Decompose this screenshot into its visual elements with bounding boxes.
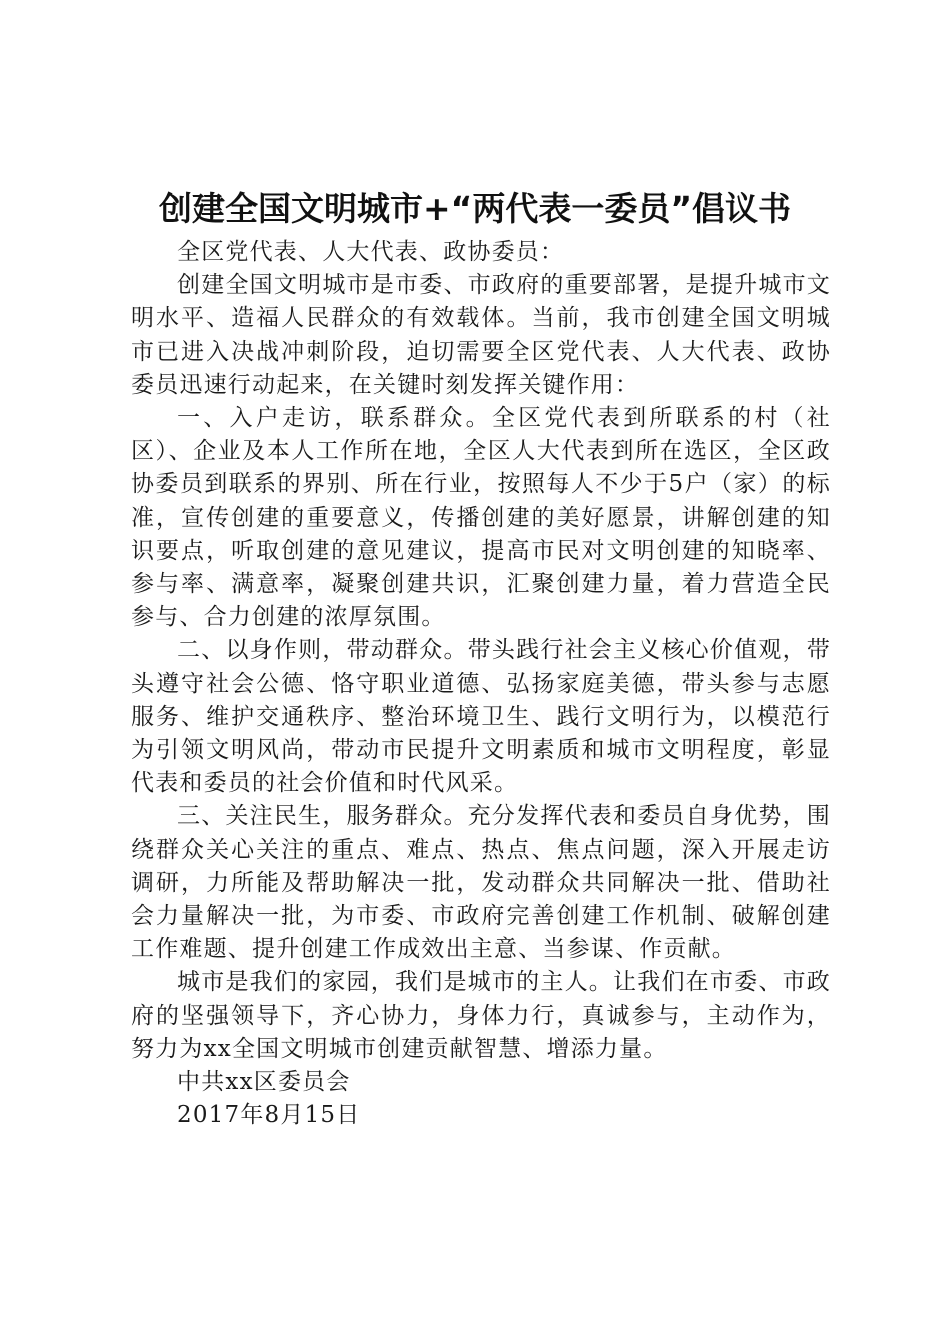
- document-body: [131, 236, 831, 1132]
- signature: 中共xx区委员会: [177, 1069, 351, 1096]
- document-title: 创建全国文明城市+“两代表一委员”倡议书: [158, 189, 792, 228]
- salutation: 全区党代表、人大代表、政协委员：: [177, 239, 565, 265]
- paragraph-closing: 城市是我们的家园，我们是城市的主人。让我们在市委、市政府的坚强领导下，齐心协力，身体力行，真诚参与，主动作为，努力为xx全国文明城市创建贡献智慧、增添力量。: [131, 969, 831, 1062]
- date: 2017年8月15日: [177, 1102, 361, 1129]
- paragraph-point-one: 一、入户走访，联系群众。全区党代表到所联系的村（社区）、企业及本人工作所在地，全区人大代表到所在选区，全区政协委员到联系的界别、所在行业，按照每人不少于5户（家）的标准，宣传创建的重要意义，传播创建的美好愿景，讲解创建的知识要点，听取创建的意见建议，提高市民对文明创建的知晓率、参与率、满意率，凝聚创建共识，汇聚创建力量，着力营造全民参与、合力创建的浓厚氛围。: [131, 405, 831, 631]
- paragraph-point-two: 二、以身作则，带动群众。带头践行社会主义核心价值观，带头遵守社会公德、恪守职业道德、弘扬家庭美德，带头参与志愿服务、维护交通秩序、整治环境卫生、践行文明行为，以模范行为引领文明风尚，带动市民提升文明素质和城市文明程度，彰显代表和委员的社会价值和时代风采。: [131, 637, 831, 797]
- paragraph-intro: 创建全国文明城市是市委、市政府的重要部署，是提升城市文明水平、造福人民群众的有效载体。当前，我市创建全国文明城市已进入决战冲刺阶段，迫切需要全区党代表、人大代表、政协委员迅速行动起来，在关键时刻发挥关键作用：: [131, 272, 831, 398]
- paragraph-point-three: 三、关注民生，服务群众。充分发挥代表和委员自身优势，围绕群众关心关注的重点、难点、热点、焦点问题，深入开展走访调研，力所能及帮助解决一批，发动群众共同解决一批、借助社会力量解决一批，为市委、市政府完善创建工作机制、破解创建工作难题、提升创建工作成效出主意、当参谋、作贡献。: [131, 803, 831, 963]
